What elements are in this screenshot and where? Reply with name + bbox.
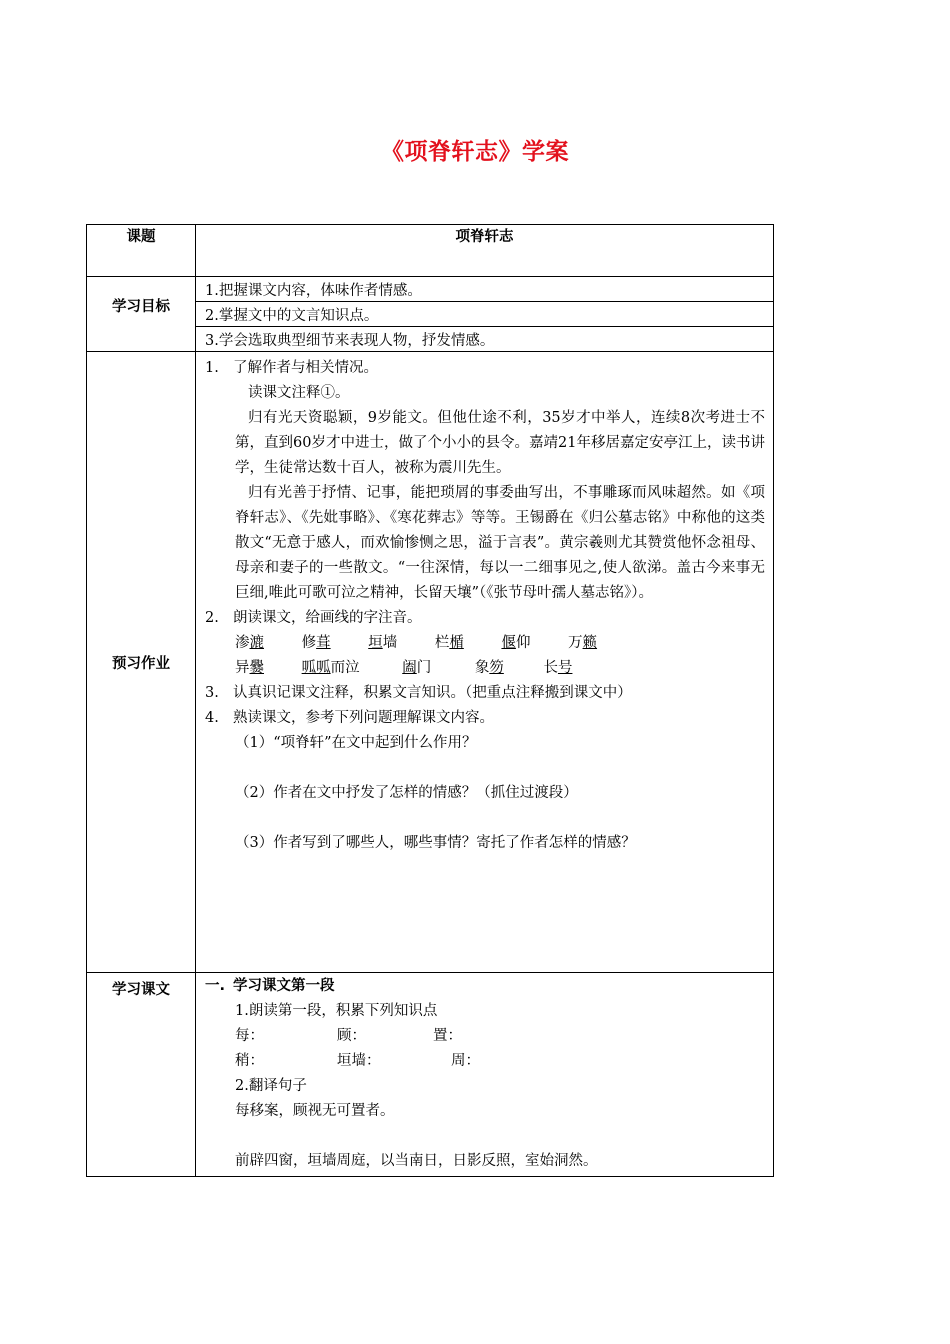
goals-label: 学习目标 [87,277,196,352]
pronunciation-row-2 [205,656,765,681]
item-number: 1. [205,360,219,376]
word: 栏楯 [434,635,464,651]
document-title: 《项脊轩志》学案 [381,139,569,165]
preview-label: 预习作业 [87,352,196,973]
question-1: （1）“项脊轩”在文中起到什么作用？ [235,735,477,751]
lesson-table [86,224,774,1177]
term: 垣墙： [337,1053,381,1069]
study-step-2: 2.翻译句子 [235,1078,307,1094]
author-paragraph-1: 归有光天资聪颖，9岁能文。但他仕途不利，35岁才中举人，连续8次考进士不第，直到60岁才中进士，做了个小小的县令。嘉靖21年移居嘉定安亭江上，读书讲学，生徒常达数十百人，被称为震川先生。 [235,410,765,476]
term: 置： [433,1028,462,1044]
term: 顾： [337,1028,366,1044]
sentence-2: 前辟四窗，垣墙周庭，以当南日，日影反照，室始洞然。 [235,1153,598,1169]
word: 偃仰 [501,635,531,651]
goal-item-1: 1.把握课文内容，体味作者情感。 [196,277,774,302]
preview-row [87,352,774,973]
header-label: 课题 [87,225,196,277]
sentence-1: 每移案，顾视无可置者。 [235,1103,395,1119]
question-2: （2）作者在文中抒发了怎样的情感？（抓住过渡段） [235,785,578,801]
study-content-cell [196,973,774,1177]
word: 长号 [543,660,573,676]
word: 渗漉 [235,635,264,651]
preview-content-cell [196,352,774,973]
author-paragraph-2: 归有光善于抒情、记事，能把琐屑的事委曲写出，不事雕琢而风味超然。如《项脊轩志》、《先妣事略》、《寒花葬志》等等。王锡爵在《归公墓志铭》中称他的这类散文“无意于感人，而欢愉惨恻之思，溢于言表”。黄宗羲则尤其赞赏他怀念祖母、母亲和妻子的一些散文。“一往深情，每以一二细事见之,使人欲涕。盖古今来事无巨细,唯此可歌可泣之精神，长留天壤”（《张节母叶孺人墓志铭》）。 [235,485,765,601]
study-label: 学习课文 [87,973,196,1177]
word: 呱呱而泣 [301,660,360,676]
pronunciation-row-1 [205,631,765,656]
goal-row-1 [87,277,774,302]
study-row [87,973,774,1177]
question-3: （3）作者写到了哪些人，哪些事情？寄托了作者怎样的情感？ [235,835,636,851]
header-value: 项脊轩志 [196,225,774,277]
term: 周： [451,1053,480,1069]
word: 垣墙 [368,635,398,651]
word: 修葺 [301,635,331,651]
item-number: 4. [205,710,219,726]
word: 万籁 [568,635,598,651]
study-step-1: 1.朗读第一段，积累下列知识点 [235,1003,438,1019]
preview-item-3: 认真识记课文注释，积累文言知识。（把重点注释搬到课文中） [233,685,632,701]
preview-item-2: 朗读课文，给画线的字注音。 [233,610,422,626]
section-title: 学习课文第一段 [233,978,335,994]
goal-item-2: 2.掌握文中的文言知识点。 [196,302,774,327]
term: 稍： [235,1053,264,1069]
goal-item-3: 3.学会选取典型细节来表现人物，抒发情感。 [196,327,774,352]
section-number: 一. [205,978,226,994]
item-number: 2. [205,610,219,626]
preview-item-1-sub: 读课文注释①。 [248,385,350,401]
item-number: 3. [205,685,219,701]
word: 象笏 [474,660,504,676]
term: 每： [235,1028,264,1044]
terms-row-1 [205,1024,765,1049]
word: 阖门 [402,660,432,676]
preview-item-4: 熟读课文，参考下列问题理解课文内容。 [233,710,494,726]
terms-row-2 [205,1049,765,1074]
header-row [87,225,774,277]
word: 异爨 [235,660,264,676]
preview-item-1: 了解作者与相关情况。 [233,360,378,376]
